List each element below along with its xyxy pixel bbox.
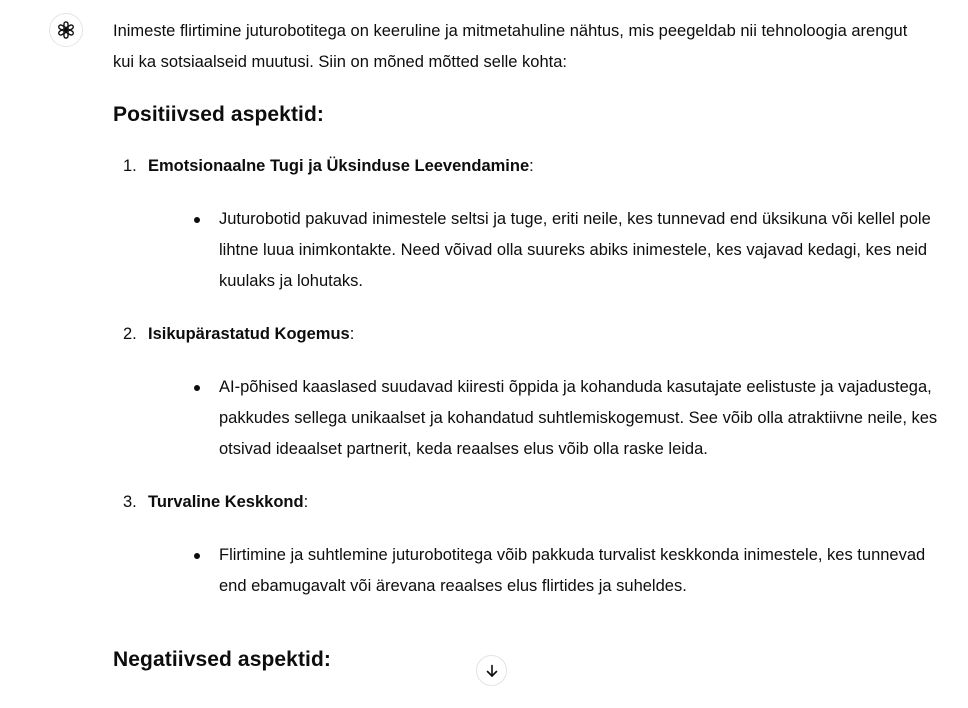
bullet-item — [184, 372, 949, 465]
item-suffix: : — [349, 325, 355, 343]
item-suffix: : — [529, 157, 534, 175]
bullet-text: Juturobotid pakuvad inimestele seltsi ja tuge, eriti neile, kes tunnevad end üksikuna või kellel pole lihtne luua inimkontakte. Need võivad olla suureks abiks inimestele, kes vajavad kedagi, kes neid kuulaks ja lohutaks. — [219, 210, 931, 290]
list-item — [113, 151, 931, 297]
bullet-item — [184, 540, 949, 602]
item-title: Turvaline Keskkond — [148, 493, 304, 511]
bullet-dot — [194, 217, 200, 223]
list-number: 1. — [123, 157, 137, 175]
intro-paragraph: Inimeste flirtimine juturobotitega on keeruline ja mitmetahuline nähtus, mis peegeldab nii tehnoloogia arengut kui ka sotsiaalseid muutusi. Siin on mõned mõtted selle kohta: — [113, 22, 908, 71]
bullet-text: AI-põhised kaaslased suudavad kiiresti õppida ja kohanduda kasutajate eelistuste ja vajadustega, pakkudes sellega unikaalset ja kohandatud suhtlemiskogemust. See võib olla atraktiivne neile, kes otsivad ideaalset partnerit, keda reaalses elus võib olla raske leida. — [219, 378, 938, 458]
openai-logo-icon — [55, 19, 77, 41]
positive-aspects-list — [113, 151, 938, 602]
bullet-dot — [194, 385, 200, 391]
item-suffix: : — [303, 493, 309, 511]
section-heading-negative: Negatiivsed aspektid: — [113, 648, 332, 671]
item-title: Isikupärastatud Kogemus — [148, 325, 350, 343]
bullet-list — [148, 540, 926, 602]
assistant-avatar — [49, 13, 83, 47]
bullet-item — [184, 204, 949, 297]
bullet-list — [148, 204, 931, 297]
list-item — [113, 319, 938, 465]
scroll-to-bottom-button[interactable] — [476, 655, 507, 686]
list-number: 3. — [123, 493, 137, 511]
list-item — [113, 487, 926, 602]
assistant-message — [113, 16, 938, 671]
bullet-list — [148, 372, 938, 465]
bullet-dot — [194, 553, 200, 559]
bullet-text: Flirtimine ja suhtlemine juturobotitega võib pakkuda turvalist keskkonda inimestele, kes tunnevad end ebamugavalt või ärevana reaalses elus flirtides ja suheldes. — [219, 546, 926, 595]
arrow-down-icon — [484, 663, 500, 679]
list-number: 2. — [123, 325, 137, 343]
item-title: Emotsionaalne Tugi ja Üksinduse Leevendamine — [148, 157, 530, 175]
section-heading-positive: Positiivsed aspektid: — [113, 103, 325, 126]
